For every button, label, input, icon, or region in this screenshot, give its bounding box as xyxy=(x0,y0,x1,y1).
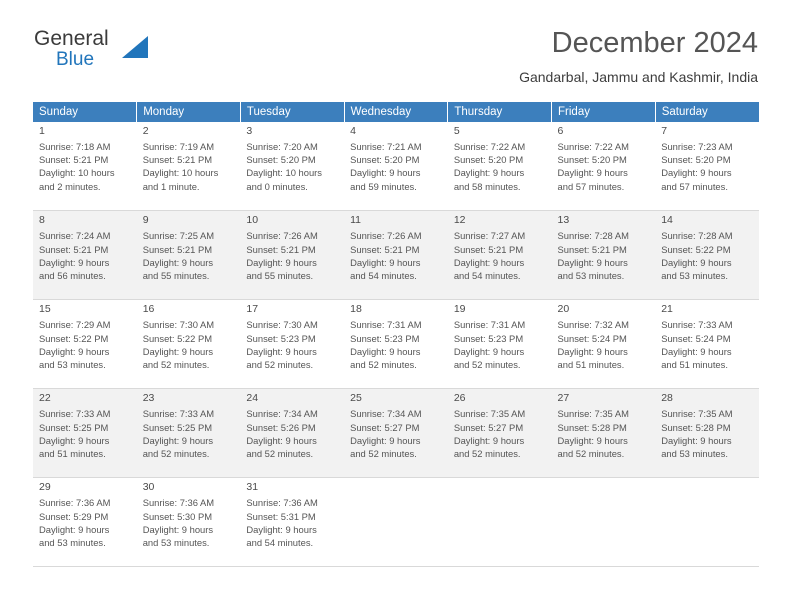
day-sunset-text: Sunset: 5:31 PM xyxy=(246,510,316,522)
day-number: 18 xyxy=(350,303,362,316)
day-sunrise-text: Sunrise: 7:28 AM xyxy=(557,230,629,242)
calendar-day-cell[interactable] xyxy=(33,300,137,389)
day-sun-info xyxy=(454,229,547,282)
day-sun-info xyxy=(143,496,236,549)
calendar-day-cell[interactable] xyxy=(137,300,241,389)
day-sun-info xyxy=(39,407,132,460)
day-number: 17 xyxy=(246,303,259,316)
calendar-week-row xyxy=(33,389,759,478)
day-daylight2-text: and 51 minutes. xyxy=(661,359,728,370)
page-title: December 2024 xyxy=(551,27,758,59)
calendar-day-cell[interactable] xyxy=(240,122,344,211)
day-sun-info xyxy=(454,407,547,460)
day-sunrise-text: Sunrise: 7:34 AM xyxy=(350,408,422,420)
day-number: 11 xyxy=(350,214,362,227)
calendar-day-cell[interactable] xyxy=(552,300,656,389)
day-sun-info xyxy=(246,140,339,193)
day-daylight1-text: Daylight: 9 hours xyxy=(39,345,110,357)
day-sunrise-text: Sunrise: 7:33 AM xyxy=(39,408,111,420)
day-number: 26 xyxy=(453,392,466,405)
weekday-header-sunday: Sunday xyxy=(33,102,137,122)
day-sunrise-text: Sunrise: 7:27 AM xyxy=(453,230,526,242)
day-sunrise-text: Sunrise: 7:28 AM xyxy=(661,230,733,242)
day-sun-info xyxy=(350,318,443,371)
day-sun-info xyxy=(454,318,547,371)
day-sunset-text: Sunset: 5:29 PM xyxy=(39,510,109,522)
day-daylight1-text: Daylight: 9 hours xyxy=(246,256,317,268)
day-daylight1-text: Daylight: 9 hours xyxy=(39,256,110,268)
day-daylight1-text: Daylight: 9 hours xyxy=(142,434,214,446)
location-subtitle: Gandarbal, Jammu and Kashmir, India xyxy=(519,68,758,85)
day-daylight1-text: Daylight: 9 hours xyxy=(350,345,421,357)
day-number: 15 xyxy=(39,303,51,316)
day-sunrise-text: Sunrise: 7:35 AM xyxy=(453,408,526,420)
day-daylight2-text: and 53 minutes. xyxy=(661,270,728,281)
day-sun-info xyxy=(143,407,236,460)
day-sun-info xyxy=(246,318,339,371)
day-sun-info xyxy=(558,407,651,460)
day-daylight2-text: and 51 minutes. xyxy=(557,359,625,370)
day-sunset-text: Sunset: 5:21 PM xyxy=(39,243,109,255)
day-sunrise-text: Sunrise: 7:33 AM xyxy=(661,319,733,331)
day-number: 22 xyxy=(39,392,51,405)
day-number: 21 xyxy=(661,303,673,316)
day-number: 6 xyxy=(557,124,564,137)
day-sunset-text: Sunset: 5:30 PM xyxy=(142,510,213,522)
day-daylight2-text: and 1 minute. xyxy=(142,180,200,192)
day-sun-info xyxy=(661,140,754,193)
day-number: 30 xyxy=(142,481,155,494)
day-number: 1 xyxy=(39,124,45,137)
day-sun-info xyxy=(558,140,651,193)
day-number: 7 xyxy=(661,124,668,137)
day-daylight2-text: and 54 minutes. xyxy=(350,270,417,281)
calendar-day-cell[interactable] xyxy=(240,389,344,478)
day-daylight2-text: and 52 minutes. xyxy=(557,448,625,459)
day-sun-info xyxy=(143,318,236,371)
day-number: 9 xyxy=(142,214,149,227)
day-daylight1-text: Daylight: 9 hours xyxy=(453,434,525,446)
weekday-header-thursday: Thursday xyxy=(448,102,552,122)
day-sunset-text: Sunset: 5:21 PM xyxy=(453,243,524,255)
day-daylight2-text: and 59 minutes. xyxy=(350,180,417,192)
calendar-day-cell[interactable] xyxy=(448,300,552,389)
day-sunrise-text: Sunrise: 7:19 AM xyxy=(142,140,215,152)
day-daylight2-text: and 55 minutes. xyxy=(142,270,210,281)
day-sunset-text: Sunset: 5:22 PM xyxy=(661,243,731,255)
calendar-day-cell[interactable] xyxy=(33,389,137,478)
day-sunset-text: Sunset: 5:21 PM xyxy=(557,243,627,255)
calendar-day-cell[interactable] xyxy=(655,211,759,300)
day-daylight2-text: and 52 minutes. xyxy=(453,359,521,370)
weekday-header-row xyxy=(33,102,759,122)
day-daylight2-text: and 52 minutes. xyxy=(246,448,314,459)
day-number: 4 xyxy=(350,124,356,137)
calendar-week-row xyxy=(33,300,759,389)
day-sunset-text: Sunset: 5:20 PM xyxy=(246,154,316,166)
calendar-day-cell[interactable] xyxy=(655,300,759,389)
day-daylight1-text: Daylight: 9 hours xyxy=(142,345,214,357)
day-sunrise-text: Sunrise: 7:23 AM xyxy=(661,140,733,152)
calendar-day-cell[interactable] xyxy=(137,389,241,478)
day-sunset-text: Sunset: 5:20 PM xyxy=(661,154,731,166)
day-daylight2-text: and 55 minutes. xyxy=(246,270,314,281)
day-daylight2-text: and 53 minutes. xyxy=(39,359,106,370)
day-daylight1-text: Daylight: 9 hours xyxy=(453,256,525,268)
logo-text-blue: Blue xyxy=(56,49,95,70)
logo xyxy=(34,28,154,69)
day-number: 14 xyxy=(661,214,673,227)
day-sunset-text: Sunset: 5:28 PM xyxy=(557,421,627,433)
calendar-day-cell[interactable] xyxy=(448,389,552,478)
day-daylight1-text: Daylight: 9 hours xyxy=(661,434,732,446)
day-daylight2-text: and 58 minutes. xyxy=(453,180,521,192)
calendar-day-cell[interactable] xyxy=(240,300,344,389)
day-daylight1-text: Daylight: 9 hours xyxy=(246,434,317,446)
day-number: 10 xyxy=(246,214,259,227)
day-sun-info xyxy=(350,407,443,460)
day-sun-info xyxy=(246,496,339,549)
weekday-header-friday: Friday xyxy=(552,102,656,122)
day-sunset-text: Sunset: 5:21 PM xyxy=(142,243,213,255)
day-number: 31 xyxy=(246,481,259,494)
day-sunset-text: Sunset: 5:21 PM xyxy=(350,243,420,255)
calendar-cell-empty xyxy=(344,478,448,567)
day-sun-info xyxy=(39,140,132,193)
day-sunset-text: Sunset: 5:20 PM xyxy=(557,154,627,166)
calendar-day-cell[interactable] xyxy=(137,478,241,567)
calendar-day-cell[interactable] xyxy=(344,211,448,300)
day-daylight2-text: and 54 minutes. xyxy=(246,537,314,548)
day-number: 13 xyxy=(557,214,570,227)
day-sunrise-text: Sunrise: 7:32 AM xyxy=(557,319,629,331)
day-sunrise-text: Sunrise: 7:31 AM xyxy=(350,319,422,331)
day-daylight1-text: Daylight: 9 hours xyxy=(142,256,214,268)
day-sunrise-text: Sunrise: 7:24 AM xyxy=(39,230,111,242)
calendar-day-cell[interactable] xyxy=(552,389,656,478)
day-sunset-text: Sunset: 5:24 PM xyxy=(661,332,731,344)
day-sunrise-text: Sunrise: 7:35 AM xyxy=(661,408,733,420)
weekday-header-wednesday: Wednesday xyxy=(344,102,448,122)
day-sun-info xyxy=(143,140,236,193)
day-sunset-text: Sunset: 5:27 PM xyxy=(350,421,420,433)
calendar-day-cell[interactable] xyxy=(655,122,759,211)
day-daylight1-text: Daylight: 9 hours xyxy=(557,256,628,268)
day-sunset-text: Sunset: 5:22 PM xyxy=(142,332,213,344)
day-sunrise-text: Sunrise: 7:36 AM xyxy=(246,497,318,509)
day-sunrise-text: Sunrise: 7:25 AM xyxy=(142,230,215,242)
day-sunset-text: Sunset: 5:23 PM xyxy=(453,332,524,344)
day-number: 19 xyxy=(453,303,466,316)
day-sunrise-text: Sunrise: 7:30 AM xyxy=(246,319,318,331)
day-number: 24 xyxy=(246,392,259,405)
day-sunrise-text: Sunrise: 7:36 AM xyxy=(39,497,111,509)
day-sunrise-text: Sunrise: 7:31 AM xyxy=(453,319,526,331)
day-daylight1-text: Daylight: 9 hours xyxy=(557,167,628,179)
day-sunset-text: Sunset: 5:23 PM xyxy=(246,332,316,344)
day-daylight2-text: and 56 minutes. xyxy=(39,270,106,281)
day-sun-info xyxy=(661,318,754,371)
day-daylight1-text: Daylight: 9 hours xyxy=(246,345,317,357)
day-number: 27 xyxy=(557,392,570,405)
day-sunset-text: Sunset: 5:24 PM xyxy=(557,332,627,344)
day-sunset-text: Sunset: 5:20 PM xyxy=(350,154,420,166)
day-number: 3 xyxy=(246,124,253,137)
calendar-day-cell[interactable] xyxy=(655,389,759,478)
day-daylight2-text: and 57 minutes. xyxy=(661,180,728,192)
day-sun-info xyxy=(350,140,443,193)
day-number: 5 xyxy=(453,124,460,137)
day-daylight1-text: Daylight: 9 hours xyxy=(661,167,732,179)
day-sunrise-text: Sunrise: 7:18 AM xyxy=(39,140,111,152)
calendar-cell-empty xyxy=(552,478,656,567)
day-daylight2-text: and 0 minutes. xyxy=(246,180,308,192)
day-daylight1-text: Daylight: 9 hours xyxy=(39,434,110,446)
day-daylight1-text: Daylight: 9 hours xyxy=(661,345,732,357)
calendar-day-cell[interactable] xyxy=(448,211,552,300)
day-daylight2-text: and 53 minutes. xyxy=(661,448,728,459)
day-sun-info xyxy=(246,229,339,282)
day-daylight1-text: Daylight: 10 hours xyxy=(39,167,115,179)
day-daylight2-text: and 52 minutes. xyxy=(142,359,210,370)
calendar-day-cell[interactable] xyxy=(240,478,344,567)
day-number: 25 xyxy=(350,392,362,405)
day-sun-info xyxy=(558,229,651,282)
day-number: 12 xyxy=(453,214,466,227)
day-sun-info xyxy=(661,229,754,282)
day-sunrise-text: Sunrise: 7:22 AM xyxy=(557,140,629,152)
day-daylight1-text: Daylight: 9 hours xyxy=(142,523,214,535)
day-sunset-text: Sunset: 5:23 PM xyxy=(350,332,420,344)
page-header xyxy=(0,0,792,85)
day-sunset-text: Sunset: 5:22 PM xyxy=(39,332,109,344)
day-number: 8 xyxy=(39,214,45,227)
day-daylight2-text: and 53 minutes. xyxy=(142,537,210,548)
day-daylight1-text: Daylight: 9 hours xyxy=(350,256,421,268)
day-sun-info xyxy=(454,140,547,193)
day-sun-info xyxy=(350,229,443,282)
day-sun-info xyxy=(661,407,754,460)
calendar-day-cell[interactable] xyxy=(33,211,137,300)
day-sun-info xyxy=(143,229,236,282)
day-sun-info xyxy=(39,496,132,549)
day-daylight1-text: Daylight: 9 hours xyxy=(557,434,628,446)
day-sunset-text: Sunset: 5:28 PM xyxy=(661,421,731,433)
day-number: 2 xyxy=(142,124,149,137)
calendar-week-row xyxy=(33,211,759,300)
day-sunrise-text: Sunrise: 7:20 AM xyxy=(246,140,318,152)
day-daylight2-text: and 52 minutes. xyxy=(350,359,417,370)
day-daylight1-text: Daylight: 9 hours xyxy=(350,434,421,446)
day-daylight1-text: Daylight: 9 hours xyxy=(453,345,525,357)
weekday-header-monday: Monday xyxy=(137,102,241,122)
calendar-day-cell[interactable] xyxy=(344,389,448,478)
day-sun-info xyxy=(246,407,339,460)
title-block xyxy=(154,28,758,85)
day-daylight2-text: and 53 minutes. xyxy=(557,270,625,281)
day-daylight2-text: and 57 minutes. xyxy=(557,180,625,192)
weekday-header-saturday: Saturday xyxy=(655,102,759,122)
day-daylight1-text: Daylight: 9 hours xyxy=(246,523,317,535)
day-sunset-text: Sunset: 5:25 PM xyxy=(39,421,109,433)
day-sunrise-text: Sunrise: 7:35 AM xyxy=(557,408,629,420)
calendar-week-row xyxy=(33,122,759,211)
day-sun-info xyxy=(39,229,132,282)
weekday-header-tuesday: Tuesday xyxy=(240,102,344,122)
day-daylight2-text: and 52 minutes. xyxy=(142,448,210,459)
day-daylight2-text: and 2 minutes. xyxy=(39,180,101,192)
day-sunset-text: Sunset: 5:26 PM xyxy=(246,421,316,433)
day-sunset-text: Sunset: 5:27 PM xyxy=(453,421,524,433)
day-daylight2-text: and 52 minutes. xyxy=(453,448,521,459)
calendar-day-cell[interactable] xyxy=(344,122,448,211)
day-sunrise-text: Sunrise: 7:30 AM xyxy=(142,319,215,331)
day-number: 16 xyxy=(142,303,155,316)
day-sunrise-text: Sunrise: 7:26 AM xyxy=(350,230,422,242)
day-number: 23 xyxy=(142,392,155,405)
calendar-day-cell[interactable] xyxy=(552,122,656,211)
day-daylight2-text: and 54 minutes. xyxy=(453,270,521,281)
calendar-cell-empty xyxy=(655,478,759,567)
day-sunset-text: Sunset: 5:20 PM xyxy=(453,154,524,166)
day-sunset-text: Sunset: 5:21 PM xyxy=(246,243,316,255)
day-daylight2-text: and 51 minutes. xyxy=(39,448,106,459)
day-daylight1-text: Daylight: 10 hours xyxy=(246,167,322,179)
day-sunrise-text: Sunrise: 7:33 AM xyxy=(142,408,215,420)
day-daylight1-text: Daylight: 9 hours xyxy=(39,523,110,535)
day-sunrise-text: Sunrise: 7:22 AM xyxy=(453,140,526,152)
day-sun-info xyxy=(39,318,132,371)
day-number: 20 xyxy=(557,303,570,316)
day-sunset-text: Sunset: 5:21 PM xyxy=(142,154,213,166)
day-number: 29 xyxy=(39,481,51,494)
day-sunrise-text: Sunrise: 7:26 AM xyxy=(246,230,318,242)
calendar-day-cell[interactable] xyxy=(240,211,344,300)
day-number: 28 xyxy=(661,392,673,405)
day-sunrise-text: Sunrise: 7:21 AM xyxy=(350,140,422,152)
calendar-day-cell[interactable] xyxy=(552,211,656,300)
day-daylight1-text: Daylight: 9 hours xyxy=(350,167,421,179)
day-daylight2-text: and 52 minutes. xyxy=(246,359,314,370)
day-daylight1-text: Daylight: 9 hours xyxy=(453,167,525,179)
day-daylight1-text: Daylight: 9 hours xyxy=(661,256,732,268)
day-sun-info xyxy=(558,318,651,371)
day-sunrise-text: Sunrise: 7:34 AM xyxy=(246,408,318,420)
day-daylight1-text: Daylight: 9 hours xyxy=(557,345,628,357)
day-sunset-text: Sunset: 5:21 PM xyxy=(39,154,109,166)
day-sunset-text: Sunset: 5:25 PM xyxy=(142,421,213,433)
day-daylight1-text: Daylight: 10 hours xyxy=(142,167,219,179)
logo-text-general: General xyxy=(34,27,109,50)
calendar-day-cell[interactable] xyxy=(33,478,137,567)
calendar-day-cell[interactable] xyxy=(137,122,241,211)
day-sunrise-text: Sunrise: 7:36 AM xyxy=(142,497,215,509)
calendar-day-cell[interactable] xyxy=(33,122,137,211)
calendar-day-cell[interactable] xyxy=(448,122,552,211)
day-sunrise-text: Sunrise: 7:29 AM xyxy=(39,319,111,331)
calendar-table xyxy=(33,102,759,568)
calendar-day-cell[interactable] xyxy=(137,211,241,300)
calendar-week-row xyxy=(33,478,759,567)
calendar-cell-empty xyxy=(448,478,552,567)
day-daylight2-text: and 53 minutes. xyxy=(39,537,106,548)
day-daylight2-text: and 52 minutes. xyxy=(350,448,417,459)
calendar-day-cell[interactable] xyxy=(344,300,448,389)
